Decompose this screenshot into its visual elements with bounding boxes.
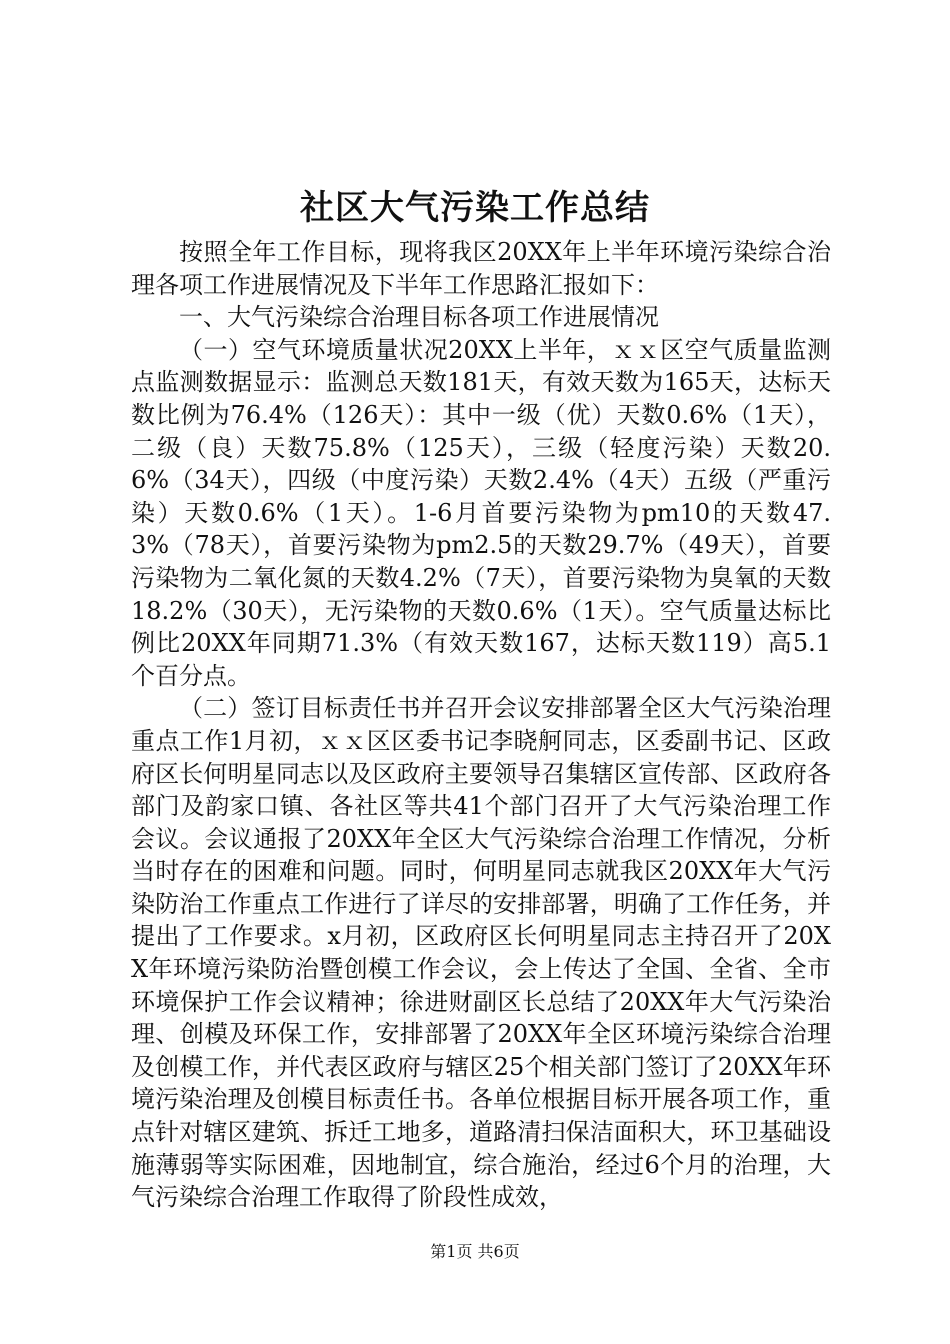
document-title: 社区大气污染工作总结 — [300, 188, 650, 228]
paragraph-air-quality: （一）空气环境质量状况20XX上半年，ｘｘ区空气质量监测点监测数据显示：监测总天数181天，有效天数为165天，达标天数比例为76.4%（126天）：其中一级（优）天数0.6%（1天），二级（良）天数75.8%（125天），三级（轻度污染）天数20.6%（34天），四级（中度污染）天数2.4%（4天）五级（严重污染）天数0.6%（1天）。1-6月首要污染物为pm10的天数47.3%（78天），首要污染物为pm2.5的天数29.7%（49天），首要污染物为二氧化氮的天数4.2%（7天），首要污染物为臭氧的天数18.2%（30天），无污染物的天数0.6%（1天）。空气质量达标比例比20XX年同期71.3%（有效天数167，达标天数119）高5.1个百分点。 — [131, 335, 831, 690]
document-body — [131, 236, 831, 1214]
paragraph-intro: 按照全年工作目标，现将我区20XX年上半年环境污染综合治理各项工作进展情况及下半年工作思路汇报如下： — [131, 238, 831, 299]
paragraph-section-heading: 一、大气污染综合治理目标各项工作进展情况 — [179, 303, 659, 332]
page-number-footer: 第1页 共6页 — [430, 1242, 520, 1261]
paragraph-responsibility: （二）签订目标责任书并召开会议安排部署全区大气污染治理重点工作1月初，ｘｘ区区委书记李晓舸同志，区委副书记、区政府区长何明星同志以及区政府主要领导召集辖区宣传部、区政府各部门及韵家口镇、各社区等共41个部门召开了大气污染治理工作会议。会议通报了20XX年全区大气污染综合治理工作情况，分析当时存在的困难和问题。同时，何明星同志就我区20XX年大气污染防治工作重点工作进行了详尽的安排部署，明确了工作任务，并提出了工作要求。x月初，区政府区长何明星同志主持召开了20XX年环境污染防治暨创模工作会议，会上传达了全国、全省、全市环境保护工作会议精神；徐进财副区长总结了20XX年大气污染治理、创模及环保工作，安排部署了20XX年全区环境污染综合治理及创模工作，并代表区政府与辖区25个相关部门签订了20XX年环境污染治理及创模目标责任书。各单位根据目标开展各项工作，重点针对辖区建筑、拆迁工地多，道路清扫保洁面积大，环卫基础设施薄弱等实际困难，因地制宜，综合施治，经过6个月的治理，大气污染综合治理工作取得了阶段性成效， — [131, 694, 831, 1212]
